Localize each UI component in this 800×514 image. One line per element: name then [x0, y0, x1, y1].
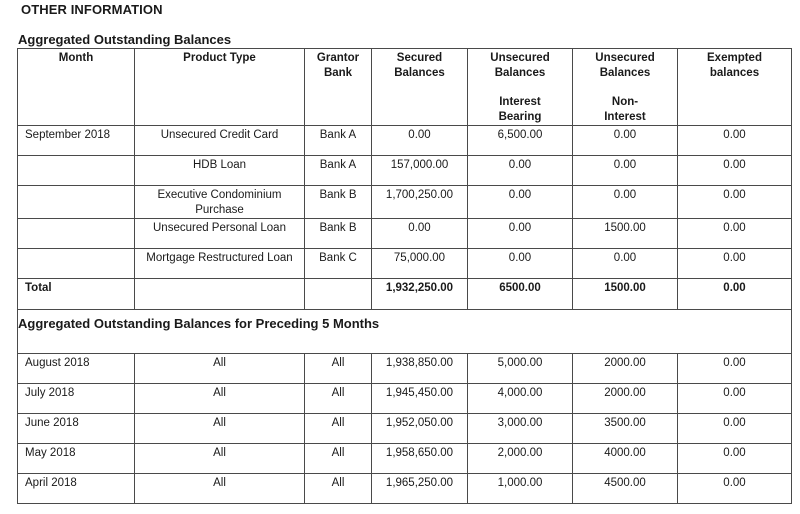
cell-product: HDB Loan — [135, 156, 305, 186]
cell-secured: 1,952,050.00 — [372, 414, 468, 444]
cell-interest-bearing: 5,000.00 — [468, 354, 573, 384]
header-product-type: Product Type — [135, 49, 305, 126]
cell-exempted: 0.00 — [678, 354, 792, 384]
total-empty-cell — [305, 279, 372, 310]
cell-bank: Bank A — [305, 156, 372, 186]
cell-exempted: 0.00 — [678, 186, 792, 219]
total-secured: 1,932,250.00 — [372, 279, 468, 310]
header-unsecured-interest-bearing: Unsecured Balances Interest Bearing — [468, 49, 573, 126]
cell-bank: All — [305, 384, 372, 414]
cell-month: June 2018 — [18, 414, 135, 444]
cell-non-interest: 4000.00 — [573, 444, 678, 474]
total-non-interest: 1500.00 — [573, 279, 678, 310]
document-title: OTHER INFORMATION — [21, 2, 163, 17]
cell-non-interest: 2000.00 — [573, 384, 678, 414]
cell-exempted: 0.00 — [678, 219, 792, 249]
header-exempted-balances: Exempted balances — [678, 49, 792, 126]
header-month: Month — [18, 49, 135, 126]
cell-interest-bearing: 1,000.00 — [468, 474, 573, 504]
cell-product: Mortgage Restructured Loan — [135, 249, 305, 279]
cell-secured: 0.00 — [372, 219, 468, 249]
table-row — [18, 249, 792, 279]
cell-secured: 1,938,850.00 — [372, 354, 468, 384]
cell-product: All — [135, 444, 305, 474]
table-row — [18, 414, 792, 444]
cell-exempted: 0.00 — [678, 474, 792, 504]
cell-bank: Bank A — [305, 126, 372, 156]
cell-interest-bearing: 0.00 — [468, 186, 573, 219]
cell-interest-bearing: 0.00 — [468, 156, 573, 186]
cell-secured: 1,945,450.00 — [372, 384, 468, 414]
total-label: Total — [18, 279, 135, 310]
cell-interest-bearing: 3,000.00 — [468, 414, 573, 444]
cell-exempted: 0.00 — [678, 126, 792, 156]
cell-month — [18, 219, 135, 249]
cell-bank: Bank B — [305, 219, 372, 249]
cell-month — [18, 156, 135, 186]
cell-month: September 2018 — [18, 126, 135, 156]
cell-non-interest: 0.00 — [573, 186, 678, 219]
cell-secured: 1,965,250.00 — [372, 474, 468, 504]
cell-secured: 1,700,250.00 — [372, 186, 468, 219]
cell-interest-bearing: 6,500.00 — [468, 126, 573, 156]
cell-non-interest: 4500.00 — [573, 474, 678, 504]
cell-product: Executive Condominium Purchase — [135, 186, 305, 219]
total-interest-bearing: 6500.00 — [468, 279, 573, 310]
cell-bank: All — [305, 474, 372, 504]
cell-product: All — [135, 414, 305, 444]
balances-table — [17, 48, 792, 504]
cell-product: All — [135, 474, 305, 504]
table-row — [18, 186, 792, 219]
cell-product: Unsecured Credit Card — [135, 126, 305, 156]
cell-non-interest: 1500.00 — [573, 219, 678, 249]
cell-non-interest: 0.00 — [573, 126, 678, 156]
table-row — [18, 444, 792, 474]
header-unsecured-non-interest: Unsecured Balances Non- Interest — [573, 49, 678, 126]
cell-non-interest: 0.00 — [573, 156, 678, 186]
cell-month — [18, 249, 135, 279]
cell-secured: 157,000.00 — [372, 156, 468, 186]
cell-month: April 2018 — [18, 474, 135, 504]
table-row — [18, 156, 792, 186]
cell-secured: 75,000.00 — [372, 249, 468, 279]
table-header-row — [18, 49, 792, 126]
cell-month: July 2018 — [18, 384, 135, 414]
table-row — [18, 219, 792, 249]
cell-non-interest: 0.00 — [573, 249, 678, 279]
section-title-preceding-months: Aggregated Outstanding Balances for Preceding 5 Months — [18, 310, 792, 354]
table-row — [18, 354, 792, 384]
table-row — [18, 474, 792, 504]
cell-interest-bearing: 0.00 — [468, 219, 573, 249]
cell-exempted: 0.00 — [678, 414, 792, 444]
cell-exempted: 0.00 — [678, 249, 792, 279]
cell-bank: Bank C — [305, 249, 372, 279]
cell-month: May 2018 — [18, 444, 135, 474]
cell-product: Unsecured Personal Loan — [135, 219, 305, 249]
section-title-aggregated-balances: Aggregated Outstanding Balances — [18, 32, 232, 47]
total-exempted: 0.00 — [678, 279, 792, 310]
cell-interest-bearing: 2,000.00 — [468, 444, 573, 474]
cell-exempted: 0.00 — [678, 156, 792, 186]
header-grantor-bank: Grantor Bank — [305, 49, 372, 126]
cell-month: August 2018 — [18, 354, 135, 384]
cell-bank: All — [305, 414, 372, 444]
cell-product: All — [135, 354, 305, 384]
total-row — [18, 279, 792, 310]
cell-secured: 0.00 — [372, 126, 468, 156]
cell-month — [18, 186, 135, 219]
table-row — [18, 384, 792, 414]
cell-interest-bearing: 0.00 — [468, 249, 573, 279]
cell-bank: Bank B — [305, 186, 372, 219]
cell-exempted: 0.00 — [678, 444, 792, 474]
cell-interest-bearing: 4,000.00 — [468, 384, 573, 414]
cell-secured: 1,958,650.00 — [372, 444, 468, 474]
cell-exempted: 0.00 — [678, 384, 792, 414]
cell-non-interest: 3500.00 — [573, 414, 678, 444]
header-secured-balances: Secured Balances — [372, 49, 468, 126]
cell-bank: All — [305, 444, 372, 474]
cell-product: All — [135, 384, 305, 414]
table-row — [18, 126, 792, 156]
section-row-preceding-months — [18, 310, 792, 354]
cell-bank: All — [305, 354, 372, 384]
total-empty-cell — [135, 279, 305, 310]
cell-non-interest: 2000.00 — [573, 354, 678, 384]
